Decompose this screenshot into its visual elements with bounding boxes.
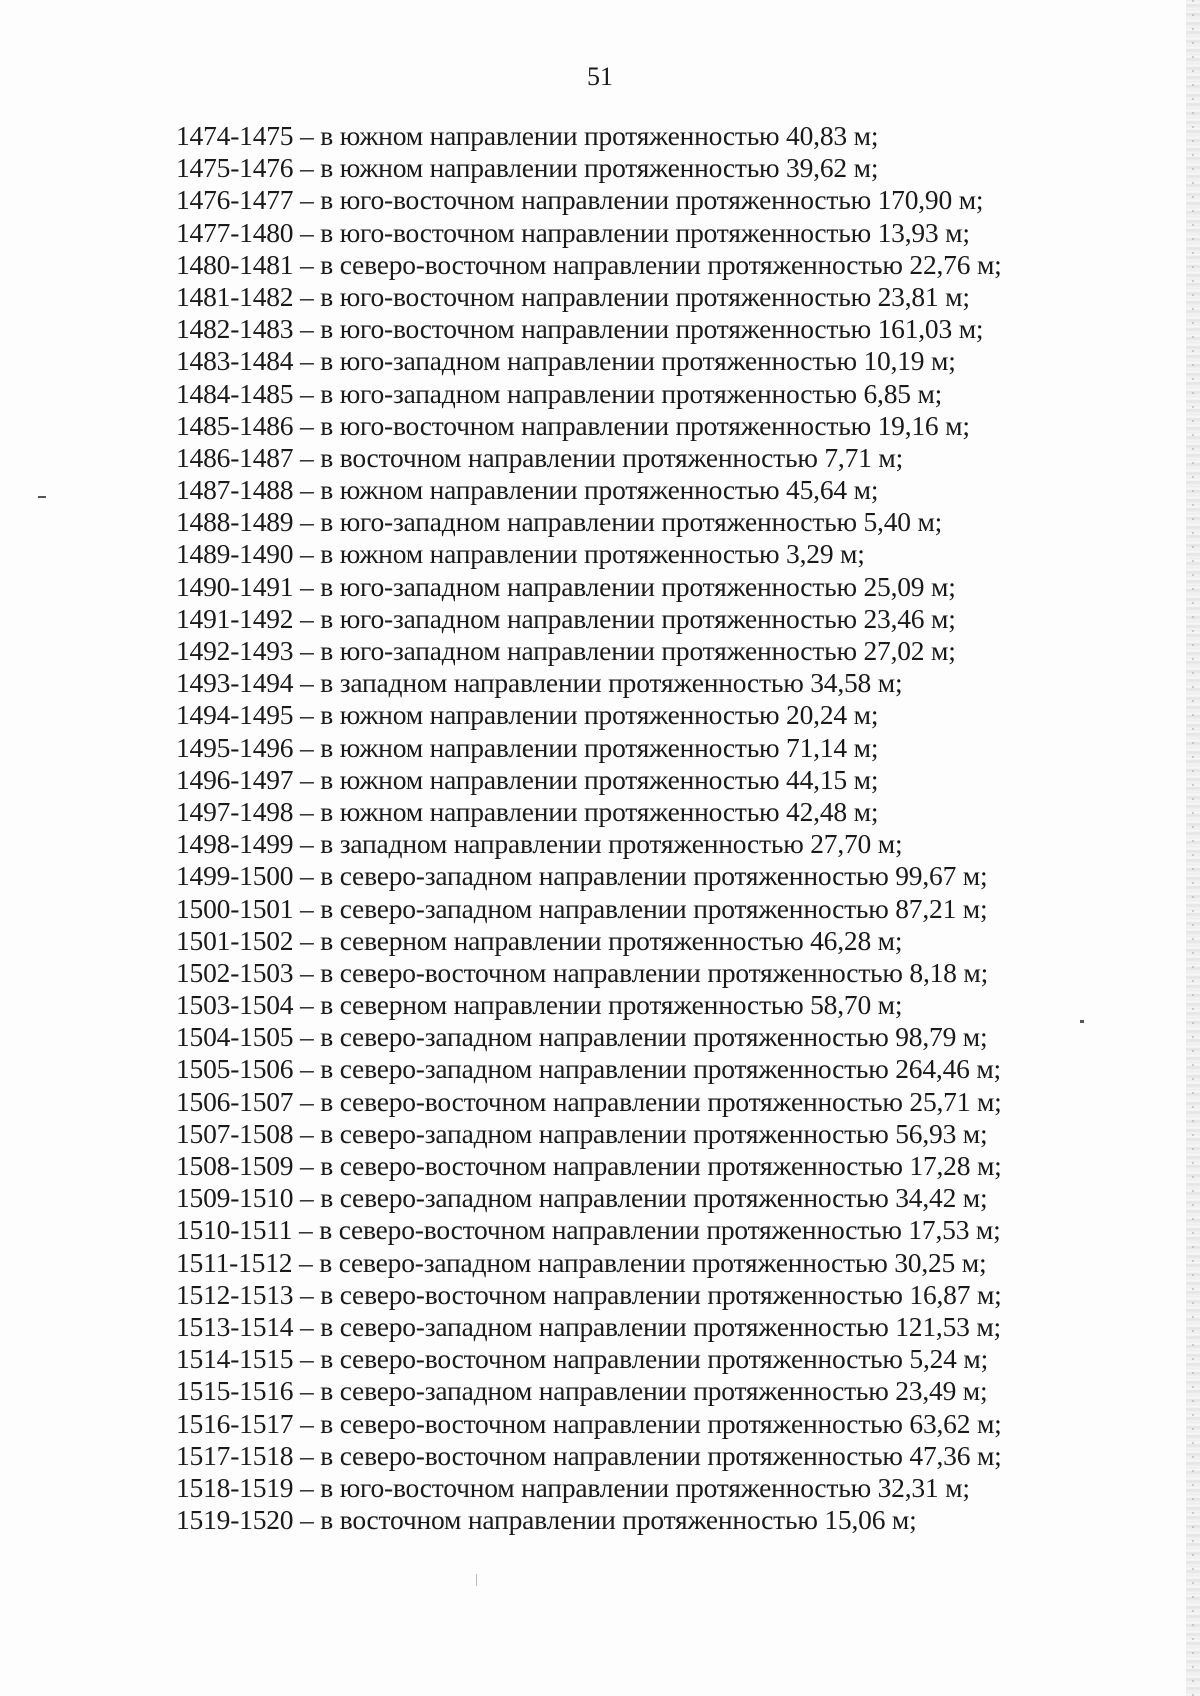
boundary-segment-line: 1495-1496 – в южном направлении протяженностью 71,14 м; xyxy=(176,731,879,763)
boundary-segment-line: 1518-1519 – в юго-восточном направлении протяженностью 32,31 м; xyxy=(176,1471,970,1503)
boundary-segment-line: 1504-1505 – в северо-западном направлении протяженностью 98,79 м; xyxy=(176,1021,988,1053)
boundary-segment-line: 1509-1510 – в северо-западном направлении протяженностью 34,42 м; xyxy=(176,1182,988,1214)
boundary-segment-line: 1489-1490 – в южном направлении протяженностью 3,29 м; xyxy=(176,538,865,570)
boundary-segment-line: 1493-1494 – в западном направлении протяженностью 34,58 м; xyxy=(176,667,903,699)
boundary-segment-line: 1474-1475 – в южном направлении протяженностью 40,83 м; xyxy=(176,120,879,151)
boundary-segment-line: 1503-1504 – в северном направлении протяженностью 58,70 м; xyxy=(176,989,903,1021)
scan-speck xyxy=(1080,1020,1084,1023)
boundary-segment-line: 1486-1487 – в восточном направлении протяженностью 7,71 м; xyxy=(176,441,904,473)
boundary-segment-line: 1481-1482 – в юго-восточном направлении протяженностью 23,81 м; xyxy=(176,280,970,312)
boundary-segment-line: 1516-1517 – в северо-восточном направлении протяженностью 63,62 м; xyxy=(176,1407,1002,1439)
boundary-segment-line: 1475-1476 – в южном направлении протяженностью 39,62 м; xyxy=(176,152,879,184)
boundary-segment-line: 1507-1508 – в северо-западном направлении протяженностью 56,93 м; xyxy=(176,1117,988,1149)
boundary-segment-line: 1519-1520 – в восточном направлении протяженностью 15,06 м; xyxy=(176,1504,917,1536)
boundary-segment-line: 1496-1497 – в южном направлении протяженностью 44,15 м; xyxy=(176,763,879,795)
boundary-segment-line: 1480-1481 – в северо-восточном направлении протяженностью 22,76 м; xyxy=(176,248,1002,280)
boundary-segment-line: 1510-1511 – в северо-восточном направлении протяженностью 17,53 м; xyxy=(176,1214,1001,1246)
boundary-segment-line: 1512-1513 – в северо-восточном направлении протяженностью 16,87 м; xyxy=(176,1278,1002,1310)
boundary-segment-line: 1490-1491 – в юго-западном направлении протяженностью 25,09 м; xyxy=(176,570,956,602)
boundary-segment-line: 1482-1483 – в юго-восточном направлении протяженностью 161,03 м; xyxy=(176,313,984,345)
boundary-segment-line: 1498-1499 – в западном направлении протяженностью 27,70 м; xyxy=(176,828,903,860)
boundary-segment-line: 1483-1484 – в юго-западном направлении протяженностью 10,19 м; xyxy=(176,345,956,377)
boundary-segment-line: 1492-1493 – в юго-западном направлении протяженностью 27,02 м; xyxy=(176,635,956,666)
boundary-segment-line: 1494-1495 – в южном направлении протяженностью 20,24 м; xyxy=(176,699,879,731)
boundary-segment-line: 1502-1503 – в северо-восточном направлении протяженностью 8,18 м; xyxy=(176,956,989,988)
boundary-segment-line: 1506-1507 – в северо-восточном направлении протяженностью 25,71 м; xyxy=(176,1085,1002,1117)
boundary-segment-line: 1517-1518 – в северо-восточном направлении протяженностью 47,36 м; xyxy=(176,1439,1002,1471)
boundary-segment-line: 1485-1486 – в юго-восточном направлении протяженностью 19,16 м; xyxy=(176,409,970,441)
boundary-segment-line: 1505-1506 – в северо-западном направлении протяженностью 264,46 м; xyxy=(176,1053,1001,1085)
boundary-segment-line: 1488-1489 – в юго-западном направлении протяженностью 5,40 м; xyxy=(176,506,943,538)
boundary-segment-line: 1487-1488 – в южном направлении протяженностью 45,64 м; xyxy=(176,474,879,506)
boundary-segment-line: 1497-1498 – в южном направлении протяженностью 42,48 м; xyxy=(176,795,879,827)
boundary-segment-line: 1491-1492 – в юго-западном направлении протяженностью 23,46 м; xyxy=(176,602,956,634)
boundary-segment-line: 1515-1516 – в северо-западном направлении протяженностью 23,49 м; xyxy=(176,1375,988,1407)
boundary-segment-list xyxy=(176,120,1096,1536)
boundary-segment-line: 1501-1502 – в северном направлении протяженностью 46,28 м; xyxy=(176,924,903,956)
page-number: 51 xyxy=(587,62,613,91)
boundary-segment-line: 1511-1512 – в северо-западном направлении протяженностью 30,25 м; xyxy=(176,1246,987,1278)
scan-mark xyxy=(476,1574,477,1586)
boundary-segment-line: 1484-1485 – в юго-западном направлении протяженностью 6,85 м; xyxy=(176,377,943,409)
scan-speck xyxy=(38,496,46,498)
scan-edge-dots xyxy=(1192,0,1194,1696)
boundary-segment-line: 1513-1514 – в северо-западном направлении протяженностью 121,53 м; xyxy=(176,1310,1001,1342)
boundary-segment-line: 1508-1509 – в северо-восточном направлении протяженностью 17,28 м; xyxy=(176,1150,1002,1181)
boundary-segment-line: 1514-1515 – в северо-восточном направлении протяженностью 5,24 м; xyxy=(176,1343,989,1375)
boundary-segment-line: 1500-1501 – в северо-западном направлении протяженностью 87,21 м; xyxy=(176,892,988,924)
boundary-segment-line: 1499-1500 – в северо-западном направлении протяженностью 99,67 м; xyxy=(176,860,988,892)
boundary-segment-line: 1477-1480 – в юго-восточном направлении протяженностью 13,93 м; xyxy=(176,216,970,248)
boundary-segment-line: 1476-1477 – в юго-восточном направлении протяженностью 170,90 м; xyxy=(176,184,984,216)
